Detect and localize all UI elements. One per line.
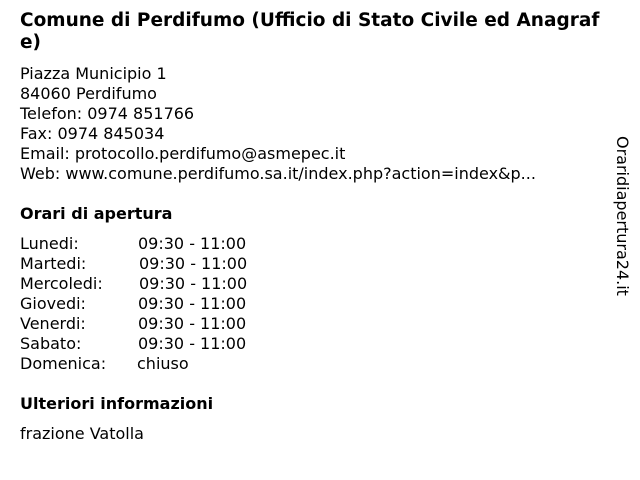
watermark: Oraridiapertura24.it	[613, 136, 632, 296]
day-label: Domenica:	[20, 354, 107, 373]
address-city: 84060 Perdifumo	[20, 84, 157, 103]
additional-info-heading: Ulteriori informazioni	[20, 394, 214, 413]
phone-number: Telefon: 0974 851766	[20, 104, 195, 123]
opening-hours-heading: Orari di apertura	[20, 204, 173, 223]
day-label: Venerdi:	[20, 314, 86, 333]
time-value: 09:30 - 11:00	[138, 294, 247, 313]
day-label: Martedi:	[20, 254, 87, 273]
contact-block	[20, 64, 536, 184]
day-label: Mercoledi:	[20, 274, 103, 293]
day-label: Lunedi:	[20, 234, 79, 253]
time-value: 09:30 - 11:00	[139, 274, 248, 293]
website-link: Web: www.comune.perdifumo.sa.it/index.php?action=index&p...	[20, 164, 536, 183]
time-value: 09:30 - 11:00	[139, 254, 248, 273]
day-label: Sabato:	[20, 334, 82, 353]
time-value: chiuso	[137, 354, 189, 373]
time-value: 09:30 - 11:00	[138, 234, 247, 253]
fax-number: Fax: 0974 845034	[20, 124, 165, 143]
page-title: Comune di Perdifumo (Ufficio di Stato Civile ed Anagrafe)	[20, 10, 600, 53]
address-street: Piazza Municipio 1	[20, 64, 167, 83]
time-value: 09:30 - 11:00	[138, 334, 247, 353]
additional-info-text: frazione Vatolla	[20, 424, 144, 443]
day-label: Giovedi:	[20, 294, 86, 313]
email-address: Email: protocollo.perdifumo@asmepec.it	[20, 144, 346, 163]
time-value: 09:30 - 11:00	[138, 314, 247, 333]
